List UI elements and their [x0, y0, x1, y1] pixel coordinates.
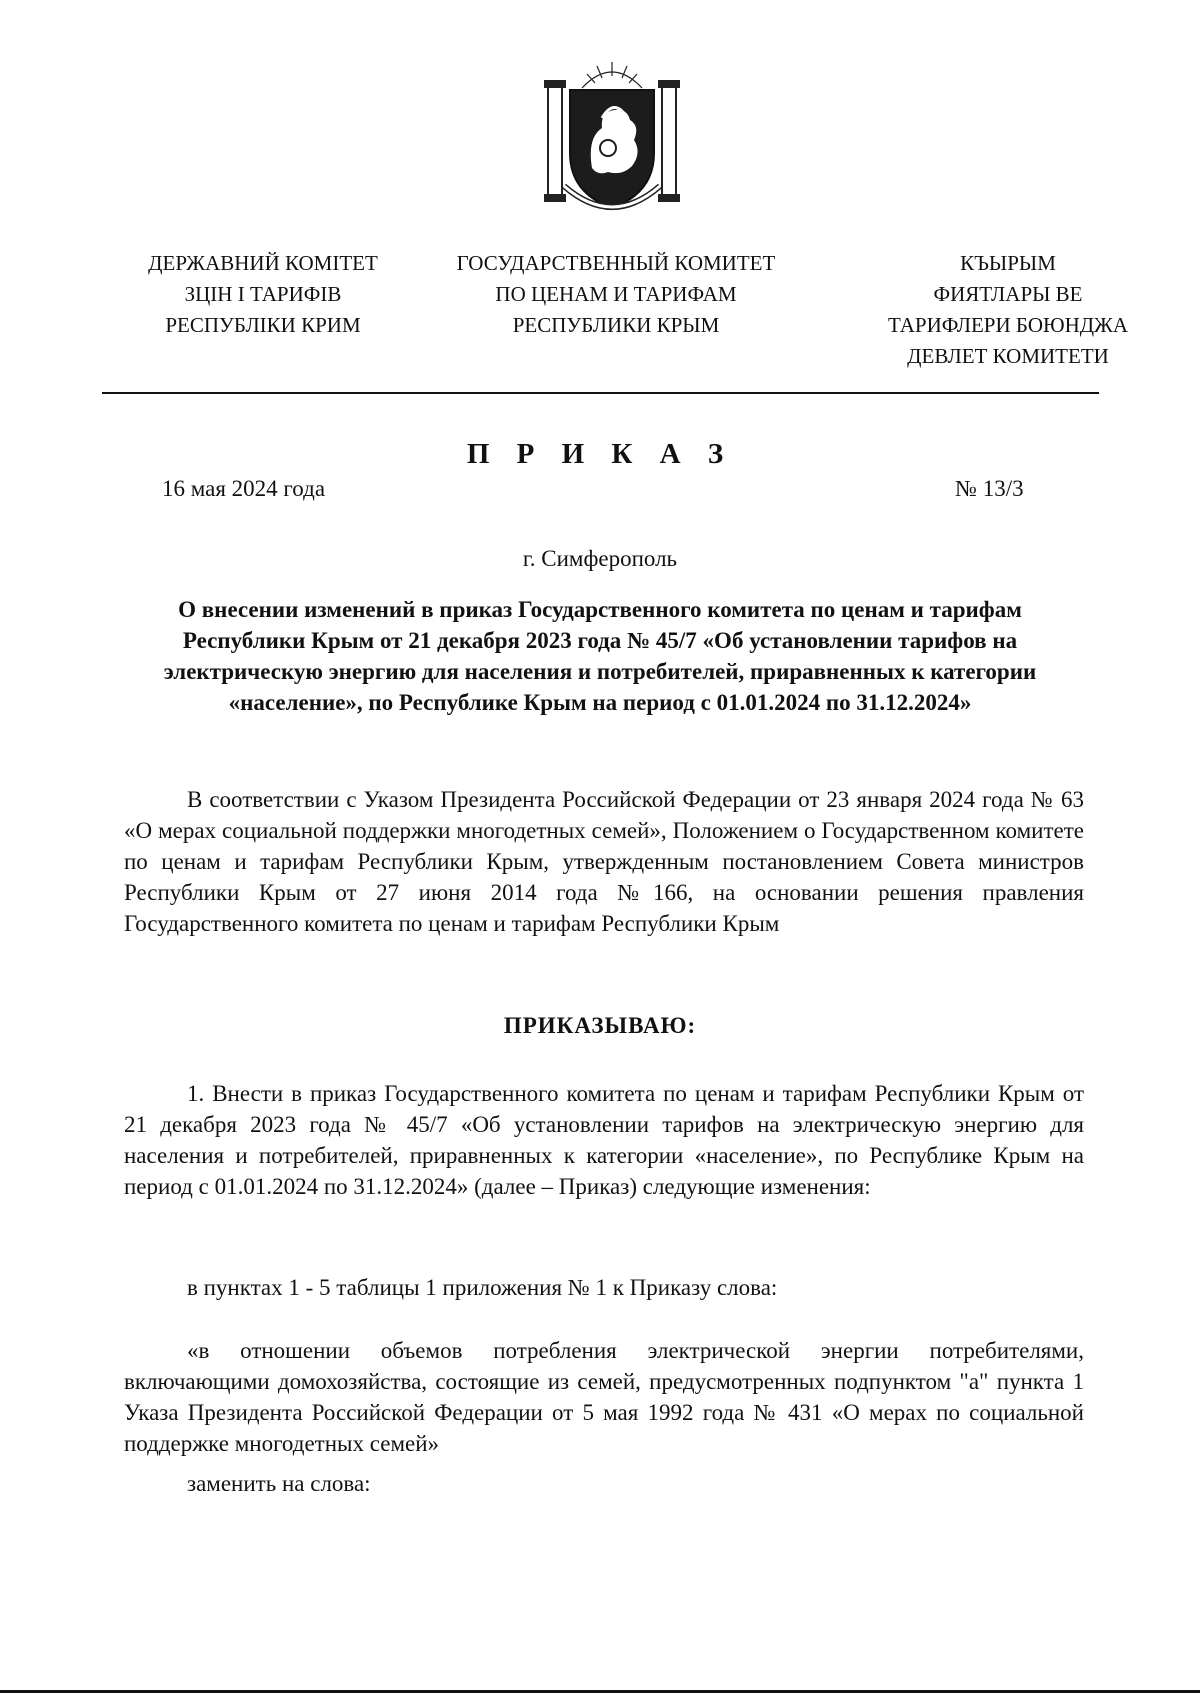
header-ru-line: ГОСУДАРСТВЕННЫЙ КОМИТЕТ [456, 251, 776, 275]
document-title: П Р И К А З [466, 438, 734, 470]
header-russian-name [436, 248, 796, 341]
item-1-paragraph: 1. Внести в приказ Государственного комитета по ценам и тарифам Республики Крым от 21 декабря 2023 года № 45/7 «Об установлении тарифов на электрическую энергию для населения и потребителей, приравненных к категории «население», по Республике Крым на период с 01.01.2024 по 31.12.2024» (далее – Приказ) следующие изменения: [124, 1081, 1084, 1199]
quoted-words-paragraph: «в отношении объемов потребления электрической энергии потребителями, включающими домохозяйства, состоящие из семей, предусмотренных подпунктом "а" пункта 1 Указа Президента Российской Федерации от 5 мая 1992 года № 431 «О мерах по социальной поддержке многодетных семей» [124, 1338, 1084, 1456]
header-divider [102, 392, 1099, 394]
header-crimean-tatar-name [858, 248, 1158, 372]
header-crh-line: ФИЯТЛАРЫ ВЕ [933, 282, 1083, 306]
page-bottom-edge [0, 1690, 1200, 1693]
coat-of-arms-emblem [542, 58, 682, 218]
document-date: 16 мая 2024 года [162, 476, 326, 501]
header-crh-line: ДЕВЛЕТ КОМИТЕТИ [907, 344, 1109, 368]
header-ua-line: ДЕРЖАВНИЙ КОМІТЕТ [148, 251, 378, 275]
replace-with-paragraph: заменить на слова: [187, 1471, 371, 1496]
header-crh-line: ТАРИФЛЕРИ БОЮНДЖА [887, 313, 1129, 337]
document-city: г. Симферополь [522, 546, 678, 571]
document-subject: О внесении изменений в приказ Государственного комитета по ценам и тарифам Республики Крым от 21 декабря 2023 года № 45/7 «Об установлении тарифов на электрическую энергию для населения и потребителей, приравненных к категории «население», по Республике Крым на период с 01.01.2024 по 31.12.2024» [163, 597, 1037, 715]
header-ru-line: ПО ЦЕНАМ И ТАРИФАМ [495, 282, 737, 306]
header-ua-line: РЕСПУБЛІКИ КРИМ [165, 313, 361, 337]
item-1-points-paragraph: в пунктах 1 - 5 таблицы 1 приложения № 1 к Приказу слова: [187, 1275, 778, 1300]
header-ru-line: РЕСПУБЛИКИ КРЫМ [512, 313, 720, 337]
header-ukrainian-name [118, 248, 408, 341]
preamble-paragraph: В соответствии с Указом Президента Российской Федерации от 23 января 2024 года № 63 «О мерах социальной поддержки многодетных семей», Положением о Государственном комитете по ценам и тарифам Республики Крым, утвержденным постановлением Совета министров Республики Крым от 27 июня 2014 года №166, на основании решения правления Государственного комитета по ценам и тарифам Республики Крым [124, 787, 1084, 936]
order-heading: ПРИКАЗЫВАЮ: [503, 1013, 697, 1038]
header-ua-line: ЗЦІН І ТАРИФІВ [184, 282, 342, 306]
document-number: № 13/3 [955, 476, 1024, 501]
header-crh-line: КЪЫРЫМ [960, 251, 1056, 275]
